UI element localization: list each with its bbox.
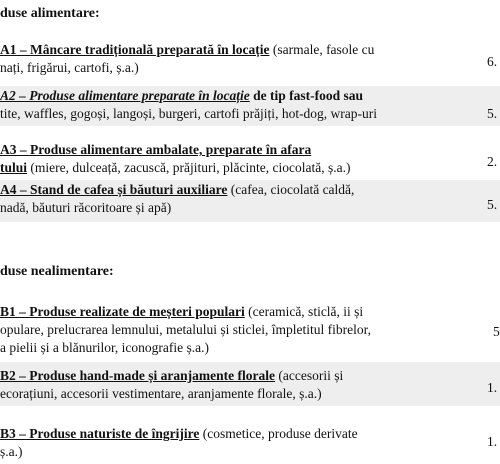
item-code-title: A4 – Stand de cafea și băuturi auxiliare xyxy=(0,182,228,197)
item-description-line: ecorațiuni, accesorii vestimentare, aranjamente florale, ș.a.) xyxy=(0,386,322,401)
item-price: 5 xyxy=(493,324,500,339)
item-title-line xyxy=(0,304,363,320)
list-item-a3 xyxy=(0,140,500,180)
item-title-line xyxy=(0,182,354,198)
list-item-a1 xyxy=(0,40,500,80)
item-code-title: B1 – Produse realizate de meșteri populari xyxy=(0,304,245,319)
item-description-line: nați, frigărui, cartofi, ș.a.) xyxy=(0,60,139,75)
food-section-heading: duse alimentare: xyxy=(0,6,100,21)
item-code-title: B2 – Produse hand-made și aranjamente florale xyxy=(0,368,275,383)
item-price: 2. xyxy=(487,154,498,169)
item-description-line: opulare, prelucrarea lemnului, metalului și sticlei, împletitul fibrelor, xyxy=(0,322,371,337)
item-code-title: A1 – Mâncare tradițională preparată în locație xyxy=(0,42,270,57)
item-price: 1. xyxy=(487,434,498,449)
item-title-line xyxy=(0,142,311,158)
item-title-line xyxy=(0,88,363,104)
item-price: 5. xyxy=(487,106,498,121)
item-price: 6. xyxy=(487,54,498,69)
item-description: (miere, dulceață, zacuscă, prăjituri, plăcinte, ciocolată, ș.a.) xyxy=(27,160,351,175)
item-description: (accesorii și xyxy=(275,368,344,383)
item-title-continuation: tului xyxy=(0,160,28,175)
item-code-title: A3 – Produse alimentare ambalate, preparate în afara xyxy=(0,142,312,157)
item-description-line xyxy=(0,160,350,176)
item-price: 5. xyxy=(487,197,498,212)
item-description-line: ș.a.) xyxy=(0,444,23,459)
item-title-line xyxy=(0,42,374,58)
list-item-b1 xyxy=(0,302,500,358)
item-title-line xyxy=(0,368,343,384)
list-item-a2 xyxy=(0,86,500,126)
item-description-line: a pielii și a blănurilor, iconografie ș.a.) xyxy=(0,340,210,355)
nonfood-section-heading: duse nealimentare: xyxy=(0,264,114,279)
item-description: (cosmetice, produse derivate xyxy=(199,426,358,441)
list-item-a4 xyxy=(0,180,500,222)
item-description: (cafea, ciocolată caldă, xyxy=(227,182,355,197)
item-description-line: tite, waffles, gogoși, langoși, burgeri, cartofi prăjiți, hot-dog, wrap-uri xyxy=(0,106,378,121)
item-description: (sarmale, fasole cu xyxy=(269,42,375,57)
list-item-b3 xyxy=(0,424,500,464)
item-description-line: nadă, băuturi răcoritoare și apă) xyxy=(0,200,172,215)
item-title-line xyxy=(0,426,358,442)
list-item-b2 xyxy=(0,362,500,406)
item-title-tail: de tip fast-food sau xyxy=(249,88,364,103)
item-price: 1. xyxy=(487,380,498,395)
item-code-title: A2 – Produse alimentare preparate în locație xyxy=(0,88,250,103)
item-code-title: B3 – Produse naturiste de îngrijire xyxy=(0,426,200,441)
item-description: (ceramică, sticlă, ii și xyxy=(244,304,364,319)
